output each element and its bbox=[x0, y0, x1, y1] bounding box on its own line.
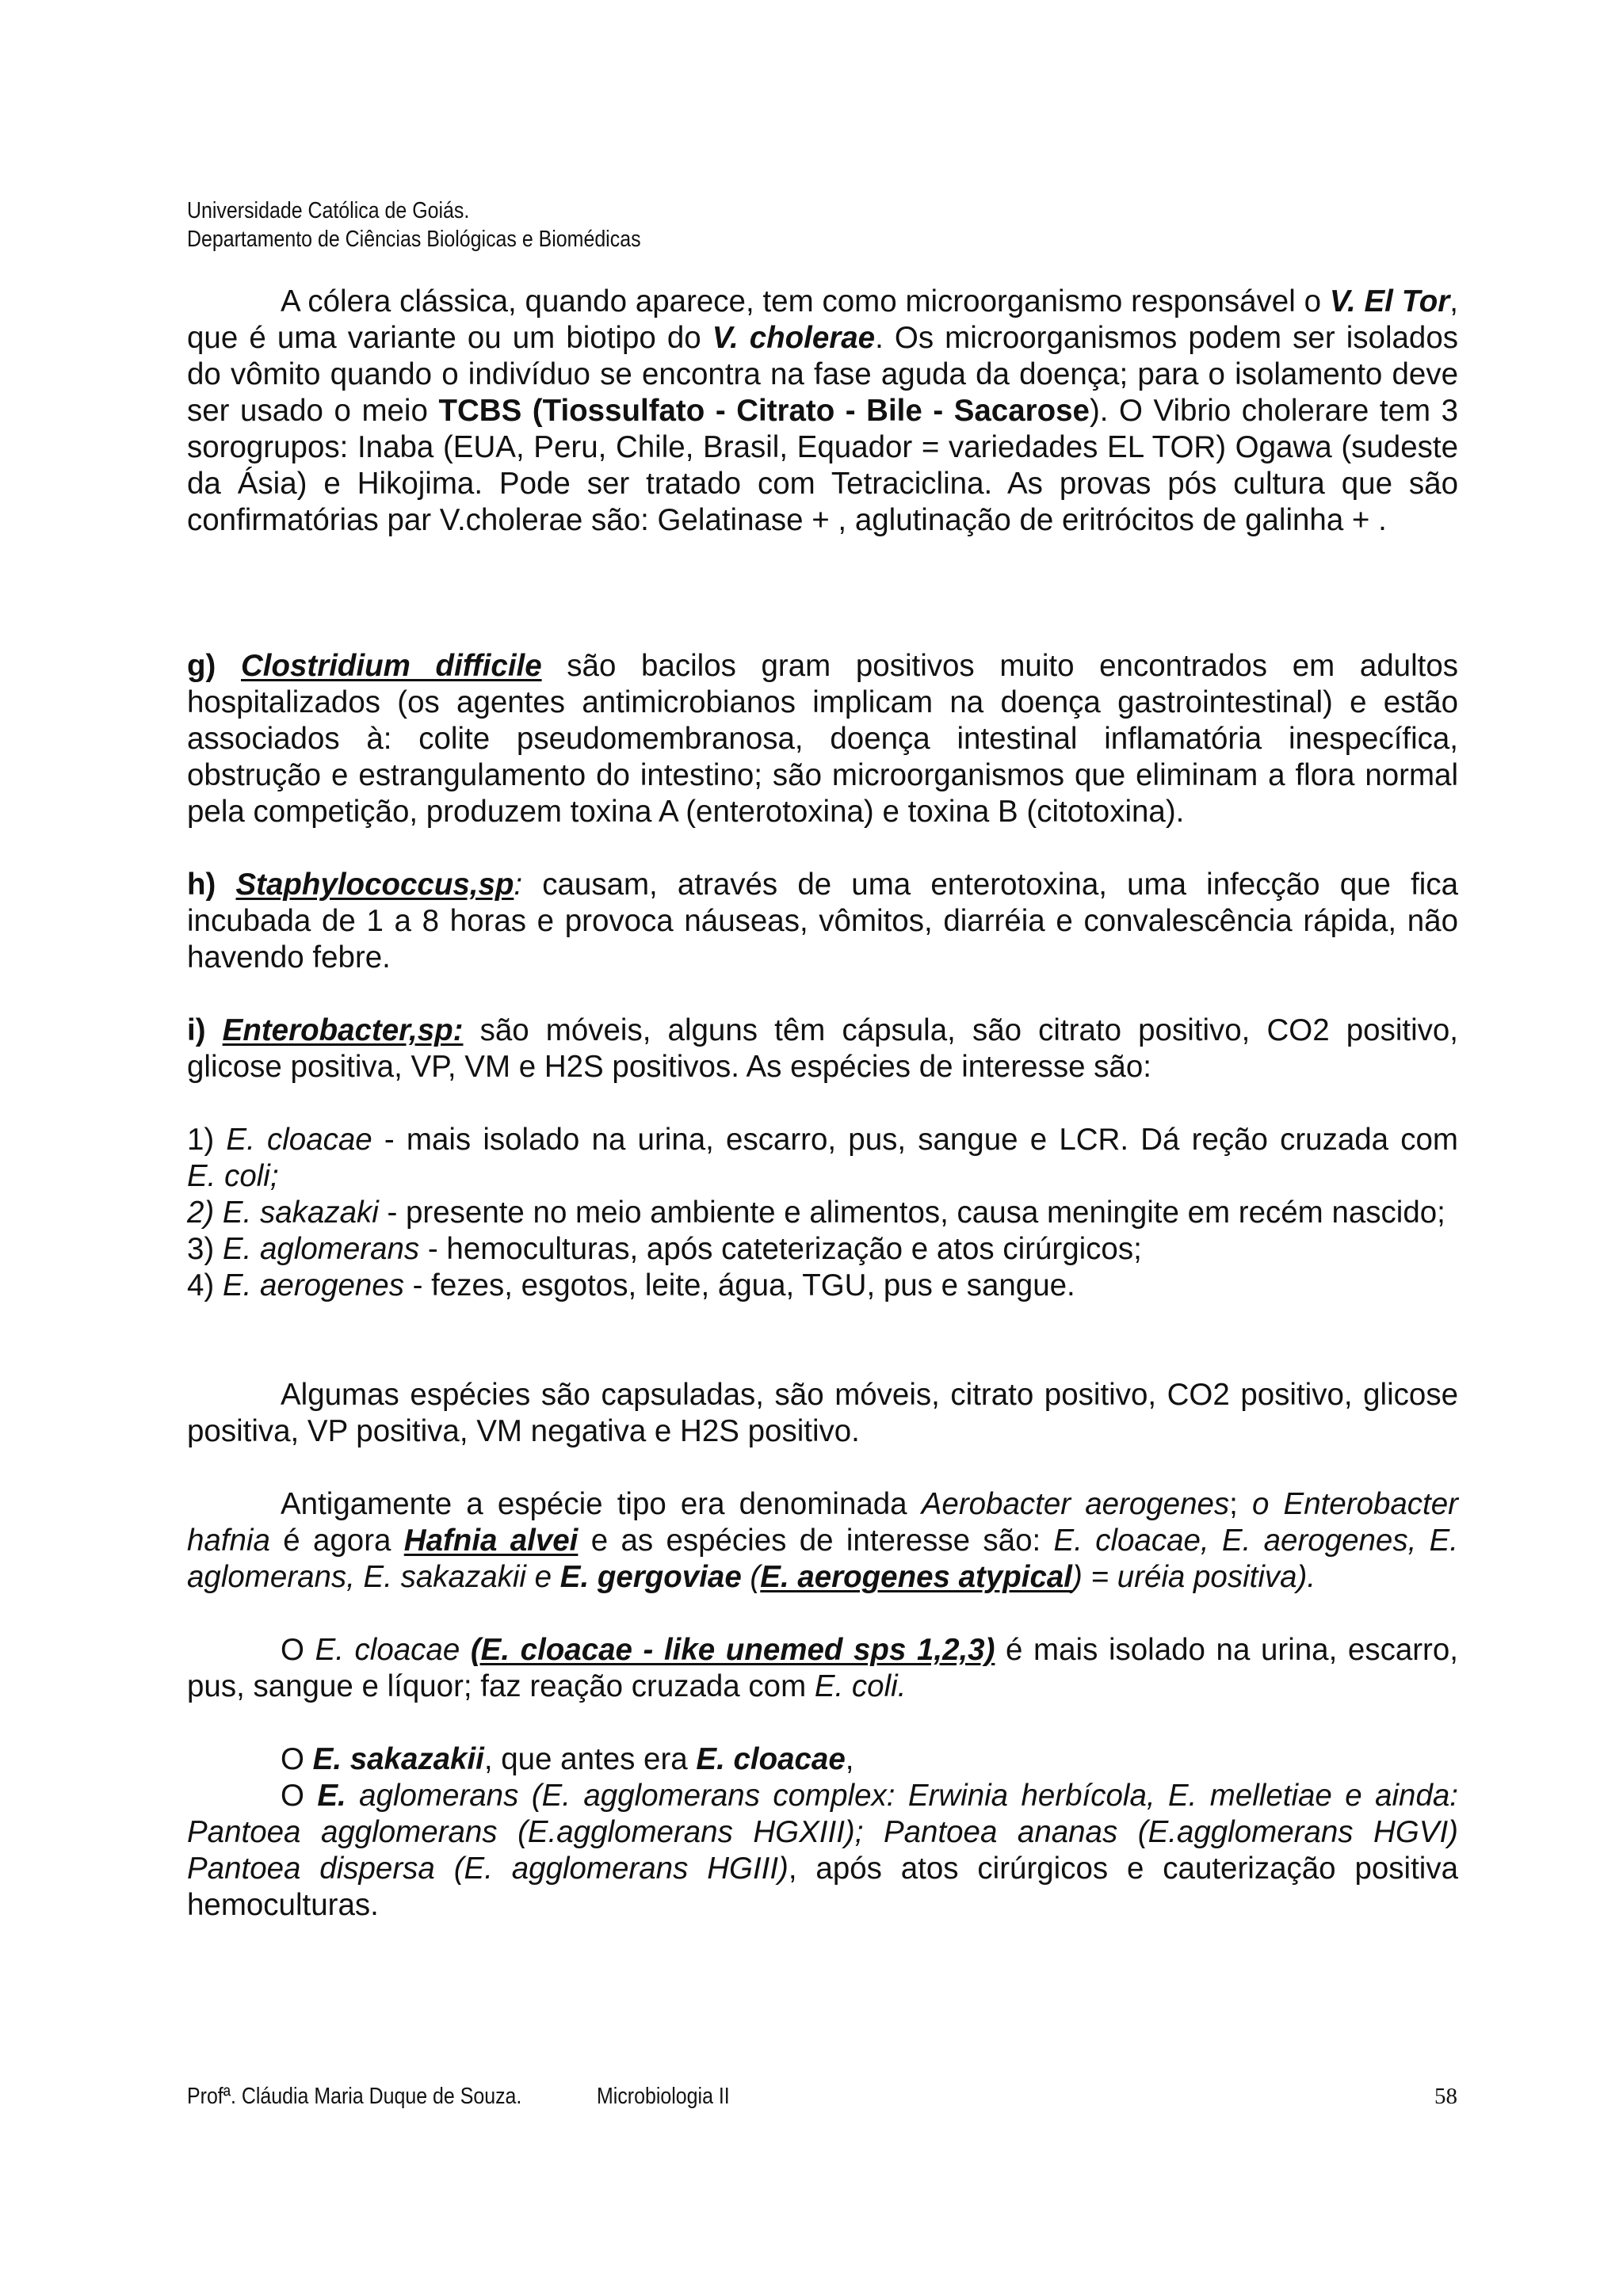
list-item bbox=[187, 1195, 1458, 1231]
species-enterobacter: Enterobacter,sp: bbox=[222, 1013, 464, 1047]
text: O bbox=[281, 1633, 315, 1667]
text: : bbox=[514, 868, 523, 902]
species-name: E. aglomerans bbox=[222, 1232, 420, 1266]
paragraph-cloacae bbox=[187, 1632, 1458, 1705]
paragraph-algumas bbox=[187, 1377, 1458, 1450]
species-e-gergoviae: E. gergoviae bbox=[559, 1560, 742, 1594]
footer-course: Microbiologia II bbox=[597, 2084, 730, 2109]
text: - mais isolado na urina, escarro, pus, sangue e LCR. Dá reção cruzada com bbox=[372, 1123, 1458, 1157]
species-e-cloacae: E. cloacae bbox=[696, 1742, 846, 1776]
text: , bbox=[845, 1742, 854, 1776]
text: são móveis, alguns têm cápsula, são citrato positivo, CO2 positivo, glicose positiva, VP, VM e H2S positivos. As espécies de interesse são: bbox=[187, 1013, 1459, 1084]
species-v-el-tor: V. El Tor bbox=[1329, 284, 1450, 318]
species-name: aglomerans (E. agglomerans complex: Erwinia herbícola, E. melletiae e ainda: Pantoea agglomerans (E.agglomerans HGXIII); Pantoea ananas (E.agglomerans HGVI) Pantoea dispersa (E. agglomerans HGIII) bbox=[187, 1779, 1458, 1886]
list-item bbox=[187, 1231, 1458, 1268]
text: 1) bbox=[187, 1123, 227, 1157]
species-name: E. aerogenes bbox=[222, 1268, 404, 1302]
species-e-aerogenes-atypical: E. aerogenes atypical bbox=[760, 1560, 1073, 1594]
item-label-g: g) bbox=[187, 649, 241, 683]
list-item bbox=[187, 1122, 1458, 1158]
text: Algumas espécies são capsuladas, são móveis, citrato positivo, CO2 positivo, glicose positiva, VP positiva, VM negativa e H2S positivo. bbox=[187, 1378, 1458, 1448]
paragraph-colera bbox=[187, 284, 1458, 539]
species-clostridium-difficile: Clostridium difficile bbox=[241, 649, 542, 683]
text: . Os microorganismos podem ser isolados do vômito quando o indivíduo se encontra na fase aguda da doença; para o isolamento deve ser usado o meio bbox=[187, 321, 1458, 428]
text: , após atos cirúrgicos e cauterização positiva hemoculturas. bbox=[187, 1852, 1458, 1922]
species-staphylococcus: Staphylococcus,sp bbox=[235, 868, 514, 902]
species-hafnia-alvei: Hafnia alvei bbox=[403, 1524, 579, 1558]
footer-author: Profª. Cláudia Maria Duque de Souza. bbox=[187, 2084, 522, 2109]
paragraph-sakazakii bbox=[187, 1741, 1458, 1924]
text: ( bbox=[741, 1560, 761, 1594]
species-name: E. cloacae bbox=[226, 1123, 372, 1157]
text: , que é uma variante ou um biotipo do bbox=[187, 284, 1458, 355]
text: Antigamente a espécie tipo era denominada bbox=[281, 1487, 922, 1521]
paragraph-clostridium bbox=[187, 648, 1458, 830]
text: 3) bbox=[187, 1232, 223, 1266]
species-v-cholerae: V. cholerae bbox=[712, 321, 876, 355]
item-label-h: h) bbox=[187, 868, 236, 902]
text: são bacilos gram positivos muito encontrados em adultos hospitalizados (os agentes antimicrobianos implicam na doença gastrointestinal) e estão associados à: colite pseudomembranosa, doença intestinal inflamatória inespecífica, obstrução e estrangulamento do intestino; são microorganismos que eliminam a flora normal pela competição, produzem toxina A (enterotoxina) e toxina B (citotoxina). bbox=[187, 649, 1458, 829]
species-name: E. cloacae bbox=[315, 1633, 460, 1667]
text: 4) bbox=[187, 1268, 223, 1302]
text bbox=[460, 1633, 471, 1667]
text: ) = uréia positiva). bbox=[1072, 1560, 1316, 1594]
species-name: 2) E. sakazaki bbox=[187, 1196, 379, 1230]
text: O bbox=[281, 1779, 318, 1813]
item-label-i: i) bbox=[187, 1013, 223, 1047]
header-department: Departamento de Ciências Biológicas e Biomédicas bbox=[187, 227, 641, 252]
species-name: Aerobacter aerogenes bbox=[921, 1487, 1230, 1521]
text: causam, através de uma enterotoxina, uma infecção que fica incubada de 1 a 8 horas e provoca náuseas, vômitos, diarréia e convalescência rápida, não havendo febre. bbox=[187, 868, 1458, 974]
paragraph-enterobacter bbox=[187, 1013, 1458, 1085]
list-item-continuation bbox=[187, 1158, 1458, 1195]
page-number: 58 bbox=[1434, 2084, 1457, 2109]
text: ; bbox=[1229, 1487, 1252, 1521]
species-name: E. coli. bbox=[814, 1669, 907, 1703]
species-name: E. cloacae, E. aerogenes, E. aglomerans, E. sakazakii e bbox=[187, 1524, 1458, 1594]
species-list bbox=[187, 1122, 1458, 1304]
text: - hemoculturas, após cateterização e atos cirúrgicos; bbox=[419, 1232, 1142, 1266]
text: ). O Vibrio cholerare tem 3 sorogrupos: Inaba (EUA, Peru, Chile, Brasil, Equador = variedades EL TOR) Ogawa (sudeste da Ásia) e Hikojima. Pode ser tratado com Tetraciclina. As provas pós cultura que são confirmatórias par V.cholerae são: Gelatinase + , aglutinação de eritrócitos de galinha + . bbox=[187, 394, 1459, 537]
text: A cólera clássica, quando aparece, tem como microorganismo responsável o bbox=[281, 284, 1330, 318]
paragraph-antigamente bbox=[187, 1486, 1458, 1596]
species-name: E. bbox=[317, 1779, 346, 1813]
text: - presente no meio ambiente e alimentos, causa meningite em recém nascido; bbox=[378, 1196, 1445, 1230]
paragraph-aglomerans bbox=[187, 1778, 1458, 1924]
text: é mais isolado na urina, escarro, pus, sangue e líquor; faz reação cruzada com bbox=[187, 1633, 1458, 1703]
species-name: E. coli; bbox=[187, 1159, 279, 1193]
species-e-sakazakii: E. sakazakii bbox=[312, 1742, 484, 1776]
text: é agora bbox=[269, 1524, 404, 1558]
paragraph-staphylococcus bbox=[187, 867, 1458, 976]
medium-tcbs: TCBS (Tiossulfato - Citrato - Bile - Sacarose bbox=[438, 394, 1090, 428]
text: - fezes, esgotos, leite, água, TGU, pus e sangue. bbox=[403, 1268, 1075, 1302]
species-e-cloacae-like: (E. cloacae - like unemed sps 1,2,3) bbox=[470, 1633, 995, 1667]
text: e as espécies de interesse são: bbox=[578, 1524, 1054, 1558]
species-name: o Enterobacter hafnia bbox=[187, 1487, 1458, 1558]
text: , que antes era bbox=[483, 1742, 697, 1776]
list-item bbox=[187, 1268, 1458, 1304]
text: O bbox=[281, 1742, 313, 1776]
header-university: Universidade Católica de Goiás. bbox=[187, 198, 470, 223]
